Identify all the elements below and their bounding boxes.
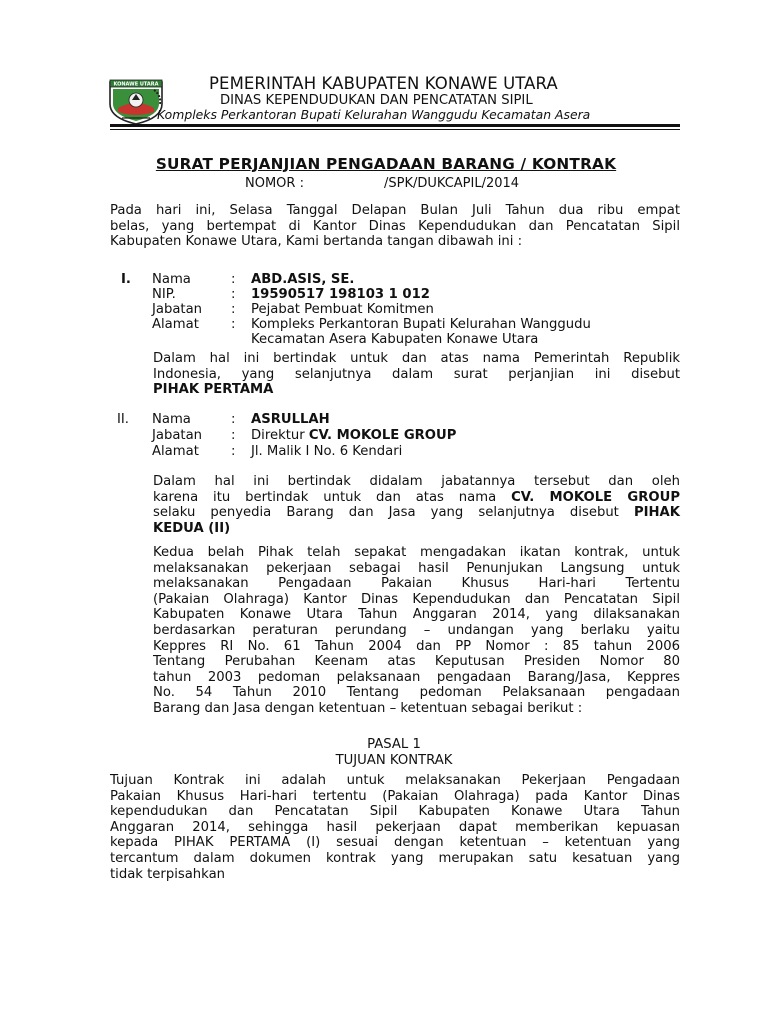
nomor-label: NOMOR : <box>245 176 304 191</box>
party-1-description: Dalam hal ini bertindak untuk dan atas nama Pemerintah Republik Indonesia, yang selanjutnya dalam surat perjanjian ini disebut PIHAK PERTAMA <box>153 351 680 398</box>
document-page: KONAWE UTARA PEMERINTAH KABUPATEN KONAWE UTARA DINAS KEPENDUDUKAN DAN PENCATATAN SIPIL Kompleks Perkantoran Bupati Kelurahan Wanggudu Kecamatan Asera SURAT PERJANJIAN PENGADAAN BARANG / KONTRAK NOMOR : /SPK/DUKCAPIL/2014 Pada hari ini, Selasa Tanggal Delapan Bulan Juli Tahun dua ribu empat belas, yang bertempat di Kantor Dinas Kependudukan dan Pencatatan Sipil Kabupaten Konawe Utara, Kami bertanda tangan dibawah ini : I. Nama : ABD.ASIS, SE. NIP. : 19590517 198103 1 012 Jabatan : Pejabat Pembuat Komitmen Alamat : Kompleks Perkantoran Bupati Kelurahan Wanggudu Kecamatan Asera Kabupaten Konawe Utara Dalam hal ini bertindak untuk dan atas nama Pemerintah Republik Indonesia, yang selanjutnya dalam surat perjanjian ini disebut PIHAK PERTAMA II. Nama : ASRULLAH Jabatan : Direktur CV. MOKOLE GROUP Alamat : Jl. Malik I No. 6 Kendari Dalam hal ini bertindak didalam jabatannya tersebut dan oleh karena itu bertindak untuk dan atas nama CV. MOKOLE GROUP selaku penyedia Barang dan Jasa yang selanjutnya disebut PIHAK KEDUA (II) Kedua belah Pihak telah sepakat mengadakan ikatan kontrak, untuk melaksanakan pekerjaan sebagai hasil Penunjukan Langsung untuk melaksanakan Pengadaan Pakaian Khusus Hari-hari Tertentu (Pakaian Olahraga) Kantor Dinas Kependudukan dan Pencatatan Sipil Kabupaten Konawe Utara Tahun Anggaran 2014, yang dilaksanakan berdasarkan peraturan perundang – undangan yang berlaku yaitu Keppres RI No. 61 Tahun 2004 dan PP Nomor : 85 tahun 2006 Tentang Perubahan Keenam atas Keputusan Presiden Nomor 80 tahun 2003 pedoman pelaksanaan pengadaan Barang/Jasa, Keppres No. 54 Tahun 2010 Tentang pedoman Pelaksanaan pengadaan Barang dan Jasa dengan ketentuan – ketentuan sebagai berikut : PASAL 1 TUJUAN KONTRAK Tujuan Kontrak ini adalah untuk melaksanakan Pekerjaan Pengadaan Pakaian Khusus Hari-hari tertentu (Pakaian Olahraga) pada Kantor Dinas kependudukan dan Pencatatan Sipil Kabupaten Konawe Utara Tahun Anggaran 2014, sehingga hasil pekerjaan dapat memberikan kepuasan kepada PIHAK PERTAMA (I) sesuai dengan ketentuan – ketentuan yang tercantum dalam dokumen kontrak yang merupakan satu kesatuan yang tidak terpisahkan <box>0 0 772 1028</box>
party-2-description: Dalam hal ini bertindak didalam jabatannya tersebut dan oleh karena itu bertindak untuk dan atas nama CV. MOKOLE GROUP selaku penyedia Barang dan Jasa yang selanjutnya disebut PIHAK KEDUA (II) <box>153 474 680 536</box>
intro-line: Pada hari ini, Selasa Tanggal Delapan Bulan Juli Tahun dua ribu empat <box>110 203 680 218</box>
intro-line: Kabupaten Konawe Utara, Kami bertanda tangan dibawah ini : <box>110 234 523 250</box>
letterhead-government: PEMERINTAH KABUPATEN KONAWE UTARA <box>209 74 558 93</box>
party-2-number: II. <box>117 412 129 427</box>
letterhead-address: Kompleks Perkantoran Bupati Kelurahan Wanggudu Kecamatan Asera <box>157 107 591 122</box>
intro-line: belas, yang bertempat di Kantor Dinas Kependudukan dan Pencatatan Sipil <box>110 218 680 234</box>
pasal-subheading: TUJUAN KONTRAK <box>335 753 453 768</box>
pasal-heading: PASAL 1 <box>367 737 421 752</box>
party-1-number: I. <box>121 272 131 287</box>
agreement-paragraph: Kedua belah Pihak telah sepakat mengadakan ikatan kontrak, untuk melaksanakan pekerjaan sebagai hasil Penunjukan Langsung untuk melaksanakan Pengadaan Pakaian Khusus Hari-hari Tertentu (Pakaian Olahraga) Kantor Dinas Kependudukan dan Pencatatan Sipil Kabupaten Konawe Utara Tahun Anggaran 2014, yang dilaksanakan berdasarkan peraturan perundang – undangan yang berlaku yaitu Keppres RI No. 61 Tahun 2004 dan PP Nomor : 85 tahun 2006 Tentang Perubahan Keenam atas Keputusan Presiden Nomor 80 tahun 2003 pedoman pelaksanaan pengadaan Barang/Jasa, Keppres No. 54 Tahun 2010 Tentang pedoman Pelaksanaan pengadaan Barang dan Jasa dengan ketentuan – ketentuan sebagai berikut : <box>153 545 680 716</box>
letterhead-agency: DINAS KEPENDUDUKAN DAN PENCATATAN SIPIL <box>220 93 533 108</box>
letterhead-rule-thick <box>110 124 680 127</box>
intro-paragraph <box>110 203 680 250</box>
document-title: SURAT PERJANJIAN PENGADAAN BARANG / KONTRAK <box>155 155 617 173</box>
logo-text: KONAWE UTARA <box>113 81 159 88</box>
nomor-value: /SPK/DUKCAPIL/2014 <box>384 176 520 191</box>
pasal-body: Tujuan Kontrak ini adalah untuk melaksanakan Pekerjaan Pengadaan Pakaian Khusus Hari-hari tertentu (Pakaian Olahraga) pada Kantor Dinas kependudukan dan Pencatatan Sipil Kabupaten Konawe Utara Tahun Anggaran 2014, sehingga hasil pekerjaan dapat memberikan kepuasan kepada PIHAK PERTAMA (I) sesuai dengan ketentuan – ketentuan yang tercantum dalam dokumen kontrak yang merupakan satu kesatuan yang tidak terpisahkan <box>110 773 680 882</box>
letterhead-rule-thin <box>110 129 680 130</box>
